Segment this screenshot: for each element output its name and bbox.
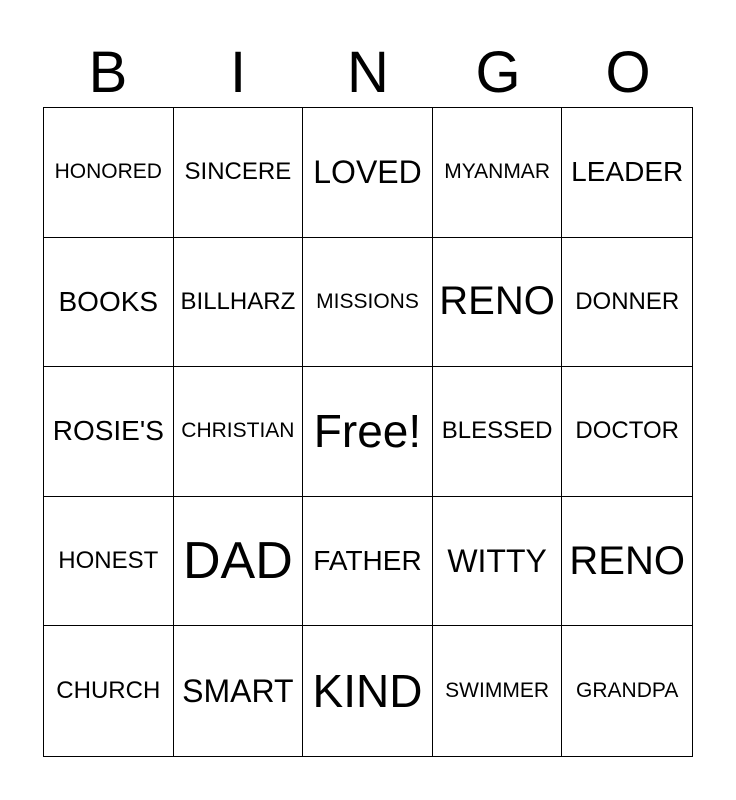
bingo-cell-r4-c4[interactable]: WITTY bbox=[433, 497, 563, 627]
bingo-cell-r3-c5[interactable]: DOCTOR bbox=[562, 367, 692, 497]
bingo-cell-r2-c2[interactable]: BILLHARZ bbox=[174, 238, 304, 368]
bingo-cell-r3-c2[interactable]: CHRISTIAN bbox=[174, 367, 304, 497]
bingo-cell-r2-c1[interactable]: BOOKS bbox=[44, 238, 174, 368]
header-letter-i: I bbox=[229, 40, 247, 105]
bingo-cell-r1-c5[interactable]: LEADER bbox=[562, 108, 692, 238]
bingo-cell-r1-c4[interactable]: MYANMAR bbox=[433, 108, 563, 238]
bingo-header bbox=[43, 40, 693, 106]
bingo-cell-r4-c1[interactable]: HONEST bbox=[44, 497, 174, 627]
bingo-board bbox=[43, 107, 693, 757]
bingo-cell-r3-c1[interactable]: ROSIE'S bbox=[44, 367, 174, 497]
bingo-cell-r5-c4[interactable]: SWIMMER bbox=[433, 626, 563, 756]
bingo-cell-r2-c3[interactable]: MISSIONS bbox=[303, 238, 433, 368]
header-letter-b: B bbox=[88, 40, 128, 105]
bingo-cell-r4-c2[interactable]: DAD bbox=[174, 497, 304, 627]
bingo-cell-r5-c1[interactable]: CHURCH bbox=[44, 626, 174, 756]
bingo-cell-r5-c3[interactable]: KIND bbox=[303, 626, 433, 756]
header-letter-n: N bbox=[347, 40, 389, 105]
bingo-cell-r4-c3[interactable]: FATHER bbox=[303, 497, 433, 627]
bingo-cell-r1-c2[interactable]: SINCERE bbox=[174, 108, 304, 238]
bingo-cell-r5-c5[interactable]: GRANDPA bbox=[576, 679, 679, 703]
bingo-cell-r5-c2[interactable]: SMART bbox=[174, 626, 304, 756]
bingo-cell-r3-c4[interactable]: BLESSED bbox=[433, 367, 563, 497]
header-letter-g: G bbox=[475, 40, 521, 105]
bingo-cell-r1-c1[interactable]: HONORED bbox=[44, 108, 174, 238]
bingo-cell-r4-c5[interactable]: RENO bbox=[562, 497, 692, 627]
header-letter-o: O bbox=[605, 40, 651, 105]
bingo-cell-r2-c5[interactable]: DONNER bbox=[562, 238, 692, 368]
bingo-cell-r1-c3[interactable]: LOVED bbox=[303, 108, 433, 238]
bingo-cell-free[interactable]: Free! bbox=[303, 367, 433, 497]
bingo-cell-r2-c4[interactable]: RENO bbox=[433, 238, 563, 368]
